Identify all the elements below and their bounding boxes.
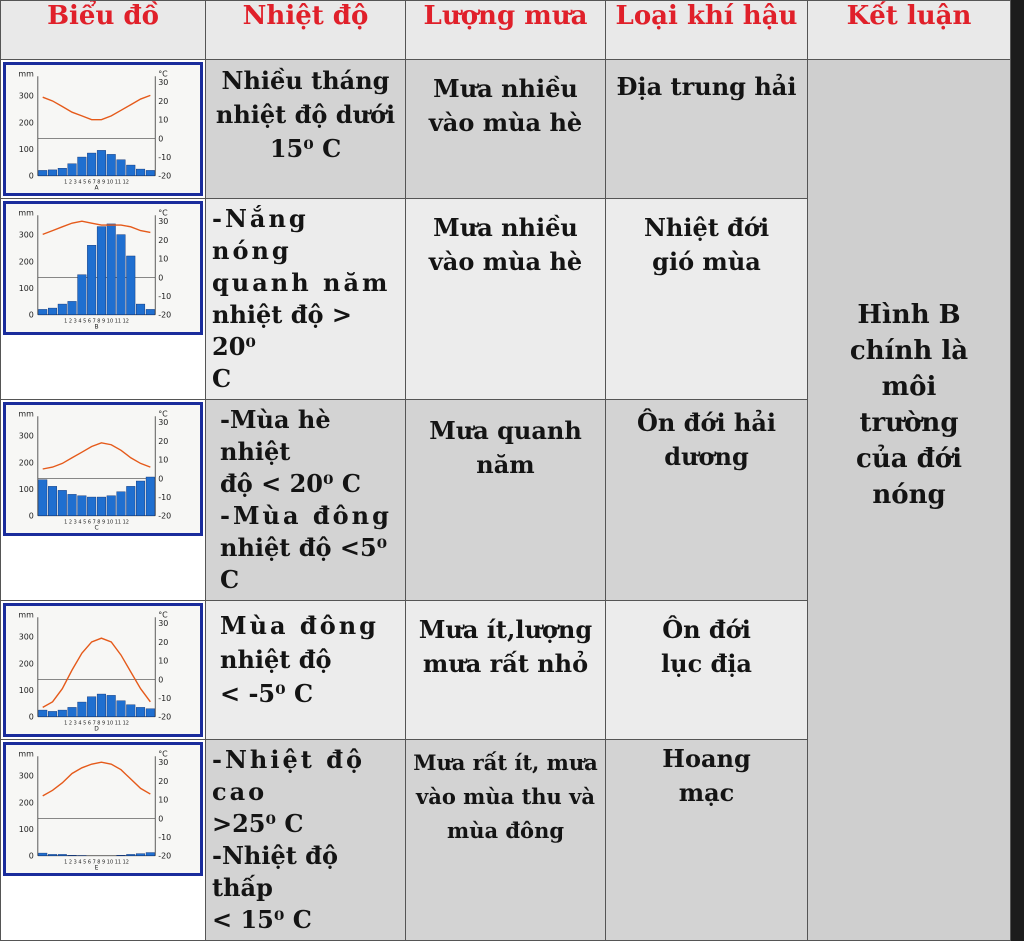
left-tick: 100 xyxy=(19,485,34,494)
month-labels: 1 2 3 4 5 6 7 8 9 10 11 12 xyxy=(64,520,129,526)
right-tick: 10 xyxy=(158,255,168,264)
left-tick: 100 xyxy=(19,145,34,154)
rainfall-cell xyxy=(406,60,606,199)
right-tick: 30 xyxy=(158,619,168,628)
left-tick: 100 xyxy=(19,686,34,695)
temperature-line: 15⁰ C xyxy=(212,132,399,166)
rainfall-line: năm xyxy=(412,448,599,482)
chart-cell xyxy=(1,199,206,400)
rain-bar xyxy=(126,486,135,515)
unit-celsius: °C xyxy=(158,69,168,78)
header-row xyxy=(1,1,1011,60)
climate-cell xyxy=(606,601,808,740)
unit-mm: mm xyxy=(18,749,34,758)
rain-bar xyxy=(107,224,116,315)
rain-bar xyxy=(146,170,155,175)
temperature-cell xyxy=(206,400,406,601)
right-tick: 20 xyxy=(158,97,168,106)
rain-bar xyxy=(58,854,67,855)
rainfall-line: Mưa rất ít, mưa xyxy=(412,746,599,780)
rain-bar xyxy=(38,170,47,175)
chart-label: D xyxy=(94,726,99,733)
climate-line: mạc xyxy=(612,776,801,810)
rain-bar xyxy=(107,695,116,716)
month-labels: 1 2 3 4 5 6 7 8 9 10 11 12 xyxy=(64,180,129,186)
right-tick: 20 xyxy=(158,638,168,647)
right-tick: 0 xyxy=(158,273,163,282)
climate-line: lục địa xyxy=(612,647,801,681)
rain-bar xyxy=(78,157,87,176)
climate-cell xyxy=(606,400,808,601)
temperature-line xyxy=(43,638,151,707)
temperature-line: C xyxy=(212,363,399,395)
left-tick: 300 xyxy=(19,92,34,101)
rain-bar xyxy=(97,497,106,516)
temperature-cell xyxy=(206,601,406,740)
rain-bar xyxy=(58,168,67,175)
temperature-cell xyxy=(206,60,406,199)
climate-chart-c xyxy=(6,405,200,533)
rainfall-line: mùa đông xyxy=(412,814,599,848)
temperature-line: -Mùa đông xyxy=(220,500,399,532)
rainfall-line: Mưa nhiều xyxy=(412,72,599,106)
temperature-cell xyxy=(206,199,406,400)
temperature-line: -Nhiệt độ cao xyxy=(212,744,399,808)
rain-bar xyxy=(58,710,67,717)
rain-bar xyxy=(87,245,96,314)
left-tick: 0 xyxy=(29,172,34,181)
temperature-line xyxy=(43,95,151,119)
unit-mm: mm xyxy=(18,208,34,217)
conclusion-line: chính là xyxy=(814,333,1004,369)
climate-line: Nhiệt đới xyxy=(612,211,801,245)
conclusion-line: Hình B xyxy=(814,297,1004,333)
left-tick: 300 xyxy=(19,772,34,781)
right-tick: 10 xyxy=(158,796,168,805)
conclusion-line: trường xyxy=(814,405,1004,441)
right-tick: -20 xyxy=(158,311,171,320)
rain-bar xyxy=(58,304,67,315)
right-tick: -10 xyxy=(158,493,171,502)
left-tick: 200 xyxy=(19,798,34,807)
right-tick: 20 xyxy=(158,777,168,786)
right-tick: -10 xyxy=(158,833,171,842)
rain-bar xyxy=(97,694,106,717)
conclusion-line: nóng xyxy=(814,477,1004,513)
rain-bar xyxy=(117,160,126,176)
rainfall-line: vào mùa hè xyxy=(412,245,599,279)
rain-bar xyxy=(38,480,47,516)
conclusion-line: môi xyxy=(814,369,1004,405)
temperature-line xyxy=(43,221,151,234)
climate-line: gió mùa xyxy=(612,245,801,279)
right-tick: -20 xyxy=(158,172,171,181)
rain-bar xyxy=(48,711,57,716)
rain-bar xyxy=(78,275,87,315)
rainfall-line: vào mùa thu và xyxy=(412,780,599,814)
climate-line: Ôn đới hải xyxy=(612,406,801,440)
temperature-line: < -5⁰ C xyxy=(220,677,399,711)
temperature-line: < 15⁰ C xyxy=(212,904,399,936)
right-tick: 10 xyxy=(158,116,168,125)
left-tick: 0 xyxy=(29,512,34,521)
unit-celsius: °C xyxy=(158,409,168,418)
left-tick: 0 xyxy=(29,852,34,861)
right-tick: -20 xyxy=(158,512,171,521)
temperature-line: Mùa đông xyxy=(220,609,399,643)
rain-bar xyxy=(48,308,57,315)
rain-bar xyxy=(87,497,96,516)
temperature-cell xyxy=(206,740,406,941)
climate-chart-b xyxy=(6,204,200,332)
climate-cell xyxy=(606,199,808,400)
rain-bar xyxy=(146,853,155,856)
temperature-line xyxy=(43,762,151,796)
left-tick: 200 xyxy=(19,458,34,467)
right-tick: -10 xyxy=(158,292,171,301)
right-tick: 0 xyxy=(158,675,163,684)
month-labels: 1 2 3 4 5 6 7 8 9 10 11 12 xyxy=(64,721,129,727)
rainfall-cell xyxy=(406,199,606,400)
chart-cell xyxy=(1,601,206,740)
rainfall-line: mưa rất nhỏ xyxy=(412,647,599,681)
rainfall-line: Mưa ít,lượng xyxy=(412,613,599,647)
table-row xyxy=(1,60,1011,199)
rain-bar xyxy=(48,486,57,515)
rain-bar xyxy=(58,490,67,515)
header-climate-type: Loại khí hậu xyxy=(606,1,808,60)
temperature-line: Nhiều tháng xyxy=(212,64,399,98)
right-tick: 30 xyxy=(158,217,168,226)
left-tick: 300 xyxy=(19,633,34,642)
rain-bar xyxy=(146,477,155,516)
temperature-line: -Nhiệt độ thấp xyxy=(212,840,399,904)
temperature-line: -Mùa hè nhiệt xyxy=(220,404,399,468)
unit-celsius: °C xyxy=(158,610,168,619)
month-labels: 1 2 3 4 5 6 7 8 9 10 11 12 xyxy=(64,319,129,325)
unit-celsius: °C xyxy=(158,749,168,758)
conclusion-cell xyxy=(808,60,1011,941)
unit-celsius: °C xyxy=(158,208,168,217)
rain-bar xyxy=(68,494,77,515)
rainfall-line: vào mùa hè xyxy=(412,106,599,140)
right-tick: -10 xyxy=(158,694,171,703)
right-tick: -20 xyxy=(158,713,171,722)
unit-mm: mm xyxy=(18,409,34,418)
chart-cell xyxy=(1,60,206,199)
rain-bar xyxy=(68,707,77,716)
rain-bar xyxy=(136,707,145,716)
unit-mm: mm xyxy=(18,69,34,78)
climate-cell xyxy=(606,740,808,941)
rainfall-line: Mưa nhiều xyxy=(412,211,599,245)
right-tick: 10 xyxy=(158,456,168,465)
unit-mm: mm xyxy=(18,610,34,619)
rain-bar xyxy=(126,705,135,717)
climate-line: Ôn đới xyxy=(612,613,801,647)
rain-bar xyxy=(146,309,155,314)
rain-bar xyxy=(126,256,135,315)
right-tick: -10 xyxy=(158,153,171,162)
right-tick: 0 xyxy=(158,134,163,143)
climate-line: Địa trung hải xyxy=(612,70,801,104)
rain-bar xyxy=(117,701,126,717)
right-tick: 0 xyxy=(158,474,163,483)
conclusion-line: của đới xyxy=(814,441,1004,477)
temperature-line: -Nắng nóng xyxy=(212,203,399,267)
climate-line: Hoang xyxy=(612,742,801,776)
temperature-line: >25⁰ C xyxy=(212,808,399,840)
rain-bar xyxy=(97,150,106,175)
chart-cell xyxy=(1,740,206,941)
rain-bar xyxy=(38,710,47,717)
temperature-line: độ < 20⁰ C xyxy=(220,468,399,500)
left-tick: 0 xyxy=(29,311,34,320)
right-tick: 20 xyxy=(158,236,168,245)
chart-label: C xyxy=(94,525,98,532)
temperature-line: nhiệt độ > 20⁰ xyxy=(212,299,399,363)
rain-bar xyxy=(38,309,47,314)
header-temperature: Nhiệt độ xyxy=(206,1,406,60)
rain-bar xyxy=(87,153,96,176)
rain-bar xyxy=(146,709,155,717)
right-tick: 20 xyxy=(158,437,168,446)
climate-chart-d xyxy=(6,606,200,734)
right-tick: 0 xyxy=(158,814,163,823)
rain-bar xyxy=(78,702,87,717)
temperature-line: quanh năm xyxy=(212,267,399,299)
chart-label: A xyxy=(94,185,99,192)
rain-bar xyxy=(117,235,126,315)
rain-bar xyxy=(136,304,145,315)
climate-line: dương xyxy=(612,440,801,474)
climate-chart-a xyxy=(6,65,200,193)
rain-bar xyxy=(107,154,116,175)
right-tick: 30 xyxy=(158,78,168,87)
left-tick: 100 xyxy=(19,825,34,834)
month-labels: 1 2 3 4 5 6 7 8 9 10 11 12 xyxy=(64,860,129,866)
header-conclusion: Kết luận xyxy=(808,1,1011,60)
temperature-line xyxy=(43,443,151,469)
rain-bar xyxy=(126,854,135,855)
header-rainfall: Lượng mưa xyxy=(406,1,606,60)
rainfall-line: Mưa quanh xyxy=(412,414,599,448)
rain-bar xyxy=(97,227,106,315)
chart-label: B xyxy=(94,324,98,331)
left-tick: 200 xyxy=(19,118,34,127)
rain-bar xyxy=(38,853,47,856)
left-tick: 200 xyxy=(19,659,34,668)
rain-bar xyxy=(136,481,145,516)
rain-bar xyxy=(68,164,77,176)
right-tick: 10 xyxy=(158,657,168,666)
rain-bar xyxy=(117,855,126,856)
chart-cell xyxy=(1,400,206,601)
rain-bar xyxy=(68,301,77,314)
rain-bar xyxy=(48,170,57,176)
rain-bar xyxy=(107,496,116,516)
rain-bar xyxy=(78,496,87,516)
right-tick: 30 xyxy=(158,758,168,767)
rainfall-cell xyxy=(406,400,606,601)
left-tick: 200 xyxy=(19,257,34,266)
climate-chart-e xyxy=(6,745,200,873)
right-tick: 30 xyxy=(158,418,168,427)
chart-label: E xyxy=(95,865,99,872)
left-tick: 300 xyxy=(19,231,34,240)
rainfall-cell xyxy=(406,601,606,740)
rain-bar xyxy=(48,854,57,855)
left-tick: 100 xyxy=(19,284,34,293)
header-chart: Biểu đồ xyxy=(1,1,206,60)
rain-bar xyxy=(126,165,135,176)
temperature-line: nhiệt độ xyxy=(220,643,399,677)
temperature-line: nhiệt độ <5⁰ C xyxy=(220,532,399,596)
climate-cell xyxy=(606,60,808,199)
left-tick: 300 xyxy=(19,432,34,441)
rain-bar xyxy=(136,854,145,856)
left-tick: 0 xyxy=(29,713,34,722)
rain-bar xyxy=(68,855,77,856)
rain-bar xyxy=(136,169,145,176)
rainfall-cell xyxy=(406,740,606,941)
right-tick: -20 xyxy=(158,852,171,861)
rain-bar xyxy=(87,697,96,717)
temperature-line: nhiệt độ dưới xyxy=(212,98,399,132)
rain-bar xyxy=(117,492,126,516)
